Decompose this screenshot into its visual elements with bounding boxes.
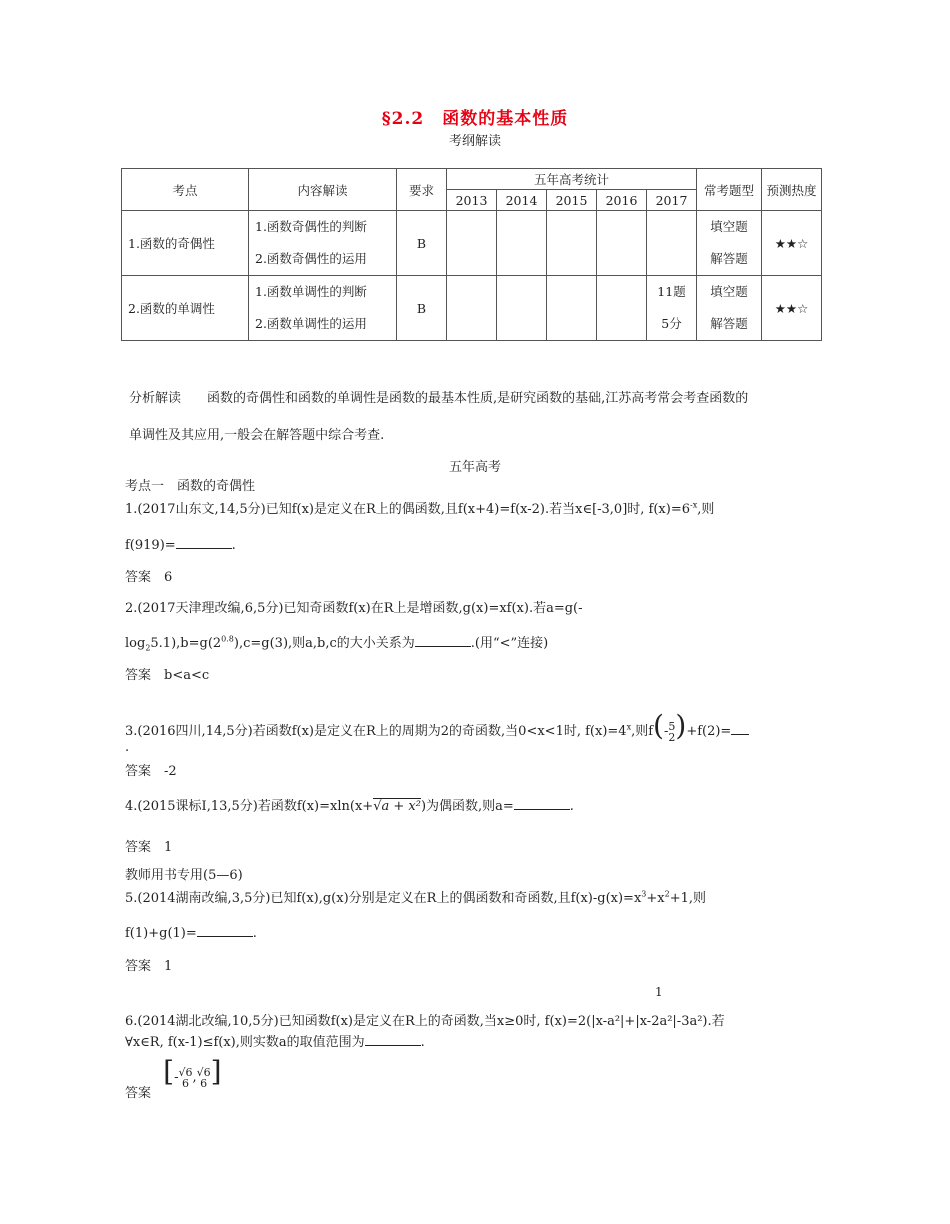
question-3: 3.(2016四川,14,5分)若函数f(x)是定义在R上的周期为2的奇函数,当0<x<1时, $f(x)=4^x$,则f(- 5 2 )+f(2)= xyxy=(125,712,749,743)
table-row xyxy=(122,276,822,341)
year-cell: 2013 xyxy=(447,190,497,211)
row-type: 填空题 解答题 xyxy=(697,276,762,341)
row-req: B xyxy=(397,276,447,341)
question-4: 4.(2015课标Ⅰ,13,5分)若函数f(x)=xln(x+√a + x²)为偶函数,则a= . xyxy=(125,799,574,814)
header-type: 常考题型 xyxy=(697,169,762,211)
syllabus-table xyxy=(121,168,822,341)
answer-6: 答案 [- √6 6 , √6 6 ] xyxy=(125,1055,222,1101)
question-5: 5.(2014湖南改编,3,5分)已知f(x),g(x)分别是定义在R上的偶函数和奇函数,且$f(x)-g(x)=x^3+x^2+1$,则 xyxy=(125,889,706,906)
row-req: B xyxy=(397,211,447,276)
question-6: 6.(2014湖北改编,10,5分)已知函数f(x)是定义在R上的奇函数,当x≥0时, f(x)=2(|x-a²|+|x-2a²|-3a²).若 xyxy=(125,1014,725,1029)
question-1: 1.(2017山东文,14,5分)已知f(x)是定义在R上的偶函数,且f(x+4)=f(x-2).若当x∈[-3,0]时, $f(x)=6^{-x}$,则 xyxy=(125,500,715,517)
content-item: 2.函数奇偶性的运用 xyxy=(255,251,367,266)
question-3-line2: . xyxy=(125,740,130,755)
table-row xyxy=(122,211,822,276)
page-subtitle: 考纲解读 xyxy=(448,134,501,149)
row-type: 填空题 解答题 xyxy=(697,211,762,276)
analysis-line2: 单调性及其应用,一般会在解答题中综合考查. xyxy=(129,428,385,443)
answer-blank xyxy=(415,634,471,647)
header-heat: 预测热度 xyxy=(762,169,822,211)
row-2017 xyxy=(647,211,697,276)
question-6-line2: ∀x∈R, f(x-1)≤f(x),则实数a的取值范围为 . xyxy=(125,1035,425,1050)
row-point: 1.函数的奇偶性 xyxy=(122,211,249,276)
analysis-line1: 分析解读 函数的奇偶性和函数的单调性是函数的最基本性质,是研究函数的基础,江苏高考常会考查函数的 xyxy=(129,391,749,406)
fraction: √6 6 xyxy=(178,1065,193,1090)
answer-blank xyxy=(176,536,232,549)
header-content: 内容解读 xyxy=(249,169,397,211)
section-title: 五年高考 xyxy=(448,460,501,475)
fraction: √6 6 xyxy=(196,1065,211,1090)
answer-3: 答案 -2 xyxy=(125,764,177,779)
answer-4: 答案 1 xyxy=(125,840,173,855)
year-cell: 2014 xyxy=(497,190,547,211)
header-point: 考点 xyxy=(122,169,249,211)
answer-blank xyxy=(731,722,749,735)
answer-blank xyxy=(197,924,253,937)
fraction: 5 2 xyxy=(668,719,676,744)
question-2: 2.(2017天津理改编,6,5分)已知奇函数f(x)在R上是增函数,g(x)=xf(x).若a=g(- xyxy=(125,601,583,616)
row-2017: 11题 5分 xyxy=(647,276,697,341)
year-cell: 2016 xyxy=(597,190,647,211)
content-item: 1.函数单调性的判断 xyxy=(255,284,367,299)
row-content xyxy=(249,276,397,341)
row-heat: ★★☆ xyxy=(762,276,822,341)
row-heat: ★★☆ xyxy=(762,211,822,276)
year-cell: 2017 xyxy=(647,190,697,211)
answer-1: 答案 6 xyxy=(125,570,173,585)
content-item: 1.函数奇偶性的判断 xyxy=(255,219,367,234)
answer-blank xyxy=(514,797,570,810)
question-5-line2: f(1)+g(1)= . xyxy=(125,926,257,941)
row-point: 2.函数的单调性 xyxy=(122,276,249,341)
header-req: 要求 xyxy=(397,169,447,211)
question-1-line2: f(919)= . xyxy=(125,538,236,553)
year-cell: 2015 xyxy=(547,190,597,211)
point-heading: 考点一 函数的奇偶性 xyxy=(125,479,256,494)
answer-5: 答案 1 xyxy=(125,959,173,974)
row-content xyxy=(249,211,397,276)
page-title: §2.2 函数的基本性质 xyxy=(381,109,569,129)
question-2-line2: $\log_25.1),b=g(2^{0.8}),c=g(3)$,则a,b,c的大小关系为 .(用“<”连接) xyxy=(125,634,549,653)
content-item: 2.函数单调性的运用 xyxy=(255,316,367,331)
teacher-heading: 教师用书专用(5—6) xyxy=(125,868,243,883)
answer-2: 答案 b<a<c xyxy=(125,668,210,683)
answer-blank xyxy=(365,1033,421,1046)
fraction-top: 1 xyxy=(655,985,663,999)
header-stats: 五年高考统计 xyxy=(447,169,697,190)
